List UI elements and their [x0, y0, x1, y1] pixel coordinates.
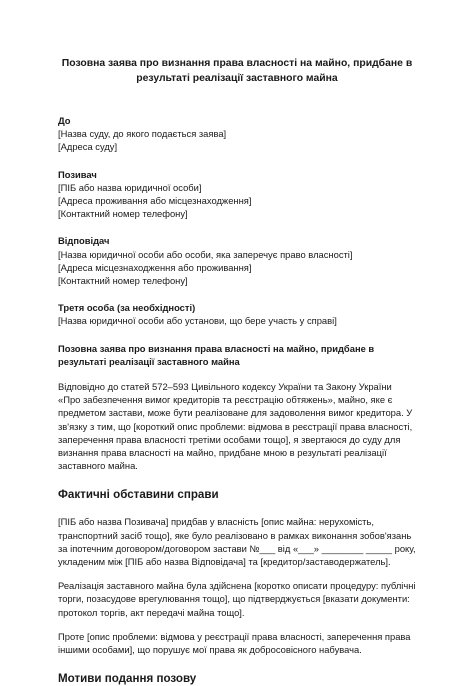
plaintiff-address-field: [Адреса проживання або місцезнаходження]: [58, 195, 252, 207]
claim-title: Позовна заява про визнання права власності на майно, придбане в результаті реалізації заставного майна: [58, 342, 375, 367]
plaintiff-name-field: [ПІБ або назва юридичної особи]: [58, 181, 202, 193]
document-title-line-2: результаті реалізації заставного майна: [136, 73, 338, 84]
court-name-field: [Назва суду, до якого подається заява]: [58, 128, 227, 140]
defendant-name-field: [Назва юридичної особи або особи, яка заперечує право власності]: [58, 248, 353, 260]
facts-paragraph-2: Реалізація заставного майна була здійснена [коротко описати процедуру: публічні торги, позасудове врегулювання тощо], що підтверджується [вказати документи: протокол торгів, акт передачі майна тощо].: [58, 580, 416, 618]
facts-paragraph-1: [ПІБ або назва Позивача] придбав у власність [опис майна: нерухомість, транспортний засіб тощо], яке було реалізовано в рамках виконання зобов'язань за іпотечним договором/договором застави №___ від «___» ________ _____ року, укладеним між [ПІБ або назва Відповідача] та [кредитор/заставодержатель].: [58, 516, 416, 568]
section-heading-facts: Фактичні обставини справи: [58, 488, 219, 502]
defendant-label: Відповідач: [58, 235, 110, 247]
facts-paragraph-3: Проте [опис проблеми: відмова у реєстрації права власності, заперечення права іншими особами], що порушує мої права як добросовісного набувача.: [58, 630, 411, 656]
defendant-phone-field: [Контактний номер телефону]: [58, 275, 188, 287]
plaintiff-phone-field: [Контактний номер телефону]: [58, 208, 188, 220]
document-title: [58, 56, 416, 86]
document-title-line-1: Позовна заява про визнання права власності на майно, придбане в: [61, 58, 413, 69]
defendant-block: [58, 234, 416, 287]
defendant-address-field: [Адреса місцезнаходження або проживання]: [58, 261, 252, 273]
court-address-field: [Адреса суду]: [58, 141, 118, 153]
recipient-block: [58, 114, 416, 154]
plaintiff-block: [58, 168, 416, 221]
intro-paragraph: Відповідно до статей 572–593 Цивільного кодексу України та Закону України «Про забезпечення вимог кредиторів та реєстрацію обтяжень», майно, яке є предметом застави, може бути реалізоване для задоволення вимог кредитора. У зв'язку з тим, що [короткий опис проблеми: відмова в реєстрації права власності, заперечення права власності третіми особами тощо], я звертаюся до суду для визнання права власності на майно, придбане мною в результаті реалізації заставного майна.: [58, 381, 413, 472]
recipient-label: До: [58, 115, 71, 126]
section-heading-motives: Мотиви подання позову: [58, 672, 197, 686]
third-party-label: Третя особа (за необхідності): [58, 302, 196, 314]
third-party-name-field: [Назва юридичної особи або установи, що бере участь у справі]: [58, 315, 337, 327]
third-party-block: [58, 301, 416, 327]
plaintiff-label: Позивач: [58, 168, 97, 180]
